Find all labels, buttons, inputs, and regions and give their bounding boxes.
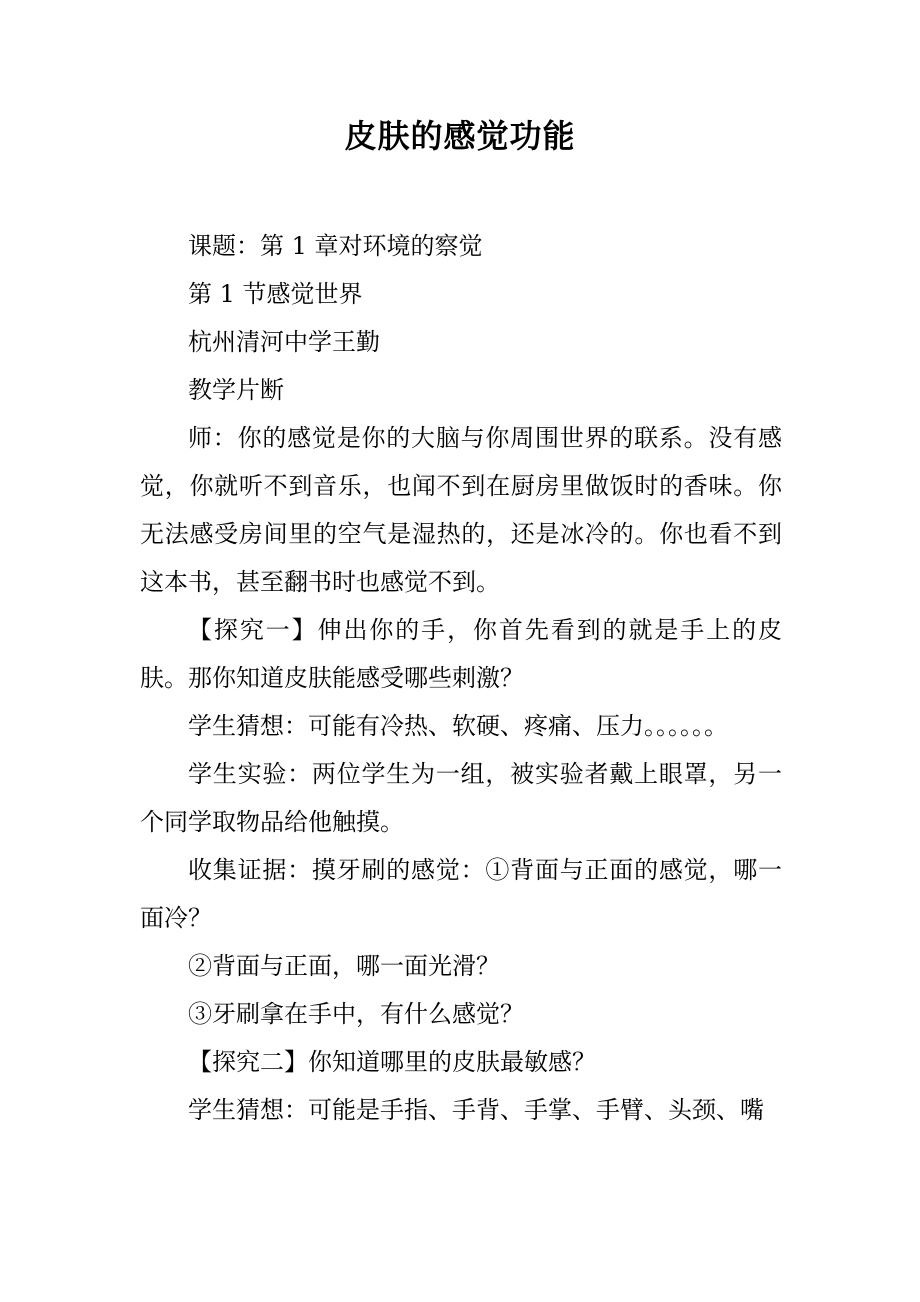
paragraph-student-guess-two: 学生猜想：可能是手指、手背、手掌、手臂、头颈、嘴 <box>188 1096 764 1124</box>
paragraph-question-three: ③牙刷拿在手中，有什么感觉？ <box>188 1000 524 1028</box>
paragraph-heading: 教学片断 <box>188 376 284 404</box>
paragraph-student-experiment: 学生实验：两位学生为一组，被实验者戴上眼罩，另一个同学取物品给他触摸。 <box>140 760 782 836</box>
paragraph-section: 第 1 节感觉世界 <box>188 280 363 308</box>
document-title: 皮肤的感觉功能 <box>344 117 576 155</box>
paragraph-teacher: 师：你的感觉是你的大脑与你周围世界的联系。没有感觉，你就听不到音乐，也闻不到在厨房里做饭时的香味。你无法感受房间里的空气是湿热的，还是冰冷的。你也看不到这本书，甚至翻书时也感觉不到。 <box>140 424 782 596</box>
paragraph-inquiry-one: 【探究一】伸出你的手，你首先看到的就是手上的皮肤。那你知道皮肤能感受哪些刺激？ <box>140 616 782 692</box>
paragraph-question-two: ②背面与正面，哪一面光滑？ <box>188 952 500 980</box>
document-body <box>140 222 782 1134</box>
paragraph-evidence: 收集证据：摸牙刷的感觉：①背面与正面的感觉，哪一面冷？ <box>140 856 782 932</box>
paragraph-student-guess: 学生猜想：可能有冷热、软硬、疼痛、压力。。。。。。 <box>188 712 728 740</box>
paragraph-inquiry-two: 【探究二】你知道哪里的皮肤最敏感？ <box>188 1048 596 1076</box>
paragraph-topic: 课题：第 1 章对环境的察觉 <box>188 232 483 260</box>
paragraph-author: 杭州清河中学王勤 <box>188 328 380 356</box>
